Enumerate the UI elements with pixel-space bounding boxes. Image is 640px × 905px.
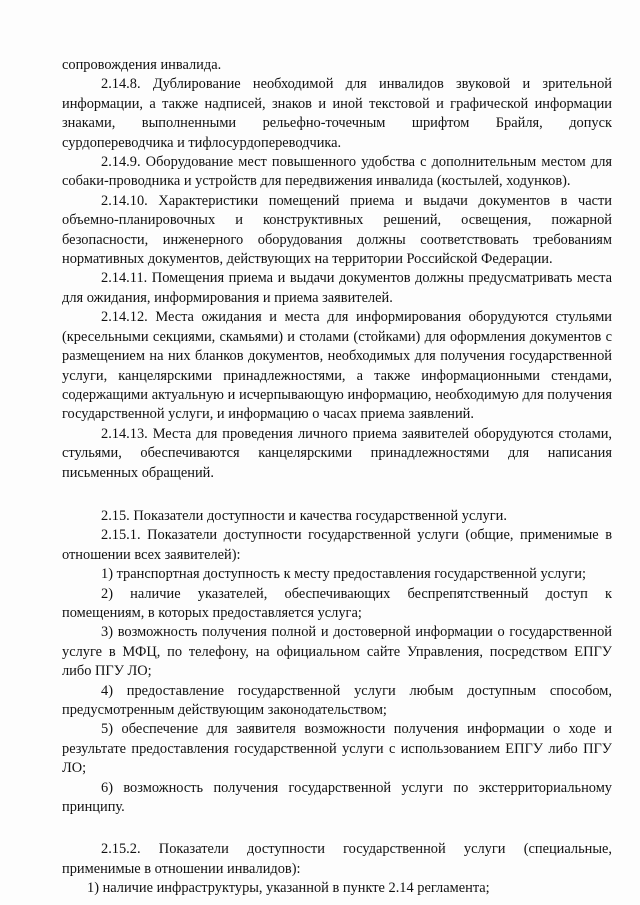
paragraph-2-15-2: 2.15.2. Показатели доступности государственной услуги (специальные, применимые в отношении инвалидов): — [62, 841, 612, 877]
list-item-special-1: 1) наличие инфраструктуры, указанной в пункте 2.14 регламента; — [87, 880, 490, 897]
paragraph-2-14-13: 2.14.13. Места для проведения личного приема заявителей оборудуются столами, стульями, обеспечиваются канцелярскими принадлежностями для написания письменных обращений. — [62, 425, 612, 481]
list-item-general-6: 6) возможность получения государственной услуги по экстерриториальному принципу. — [62, 779, 612, 816]
paragraph-continuation: сопровождения инвалида. — [62, 57, 222, 73]
paragraph-2-14-10: 2.14.10. Характеристики помещений приема и выдачи документов в части объемно-планировочных и конструктивных решений, освещения, пожарной безопасности, инженерного оборудования должны соответствовать требованиям нормативных документов, действующих на территории Российской Федерации. — [62, 192, 612, 268]
paragraph-2-15-1: 2.15.1. Показатели доступности государственной услуги (общие, применимые в отношении всех заявителей): — [62, 527, 612, 563]
paragraph-2-14-12: 2.14.12. Места ожидания и места для информирования оборудуются стульями (кресельными секциями, скамьями) и столами (стойками) для оформления документов с размещением на них бланков документов, необходимых для получения государственной услуги, канцелярскими принадлежностями, а также информационными стендами, содержащими актуальную и исчерпывающую информацию, необходимую для получения государственной услуги, и информацию о часах приема заявлений. — [62, 309, 612, 423]
document-body — [62, 56, 612, 899]
list-item-general-5: 5) обеспечение для заявителя возможности получения информации о ходе и результате предоставления государственной услуги с использованием ЕПГУ либо ПГУ ЛО; — [62, 721, 612, 777]
list-item-general-4: 4) предоставление государственной услуги любым доступным способом, предусмотренным действующим законодательством; — [62, 682, 612, 718]
list-item-general-2: 2) наличие указателей, обеспечивающих беспрепятственный доступ к помещениям, в которых предоставляется услуга; — [62, 585, 612, 621]
paragraph-2-14-11: 2.14.11. Помещения приема и выдачи документов должны предусматривать места для ожидания, информирования и приема заявителей. — [62, 270, 612, 306]
list-item-general-3: 3) возможность получения полной и достоверной информации о государственной услуге в МФЦ, по телефону, на официальном сайте Управления, посредством ЕПГУ либо ПГУ ЛО; — [62, 624, 612, 680]
paragraph-2-14-9: 2.14.9. Оборудование мест повышенного удобства с дополнительным местом для собаки-проводника и устройств для передвижения инвалида (костылей, ходунков). — [62, 154, 612, 190]
list-item-general-1: 1) транспортная доступность к месту предоставления государственной услуги; — [101, 566, 587, 583]
section-heading-2-15: 2.15. Показатели доступности и качества государственной услуги. — [101, 507, 507, 524]
paragraph-2-14-8: 2.14.8. Дублирование необходимой для инвалидов звуковой и зрительной информации, а также надписей, знаков и иной текстовой и графической информации знаками, выполненными рельефно-точечным шрифтом Брайля, допуск сурдопереводчика и тифлосурдопереводчика. — [62, 76, 612, 151]
